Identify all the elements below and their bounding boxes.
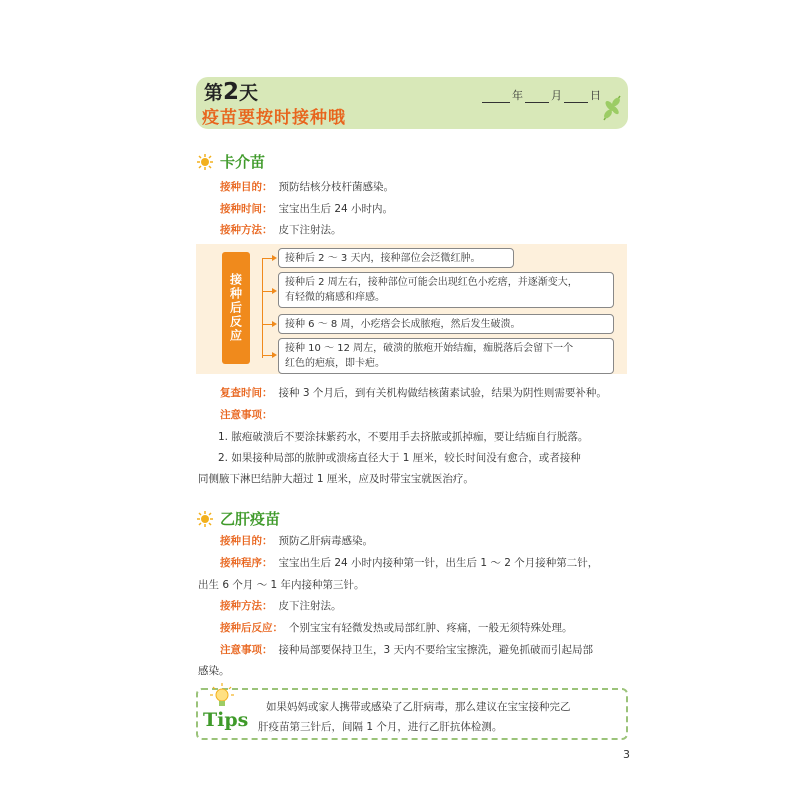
day-suffix: 天 — [239, 82, 259, 104]
bcg-note-label — [220, 408, 279, 422]
leaf-icon — [600, 92, 626, 122]
purpose-text: 预防乙肝病毒感染。 — [278, 535, 373, 547]
lightbulb-icon — [210, 683, 234, 709]
bcg-note2-line1: 2. 如果接种局部的脓肿或溃疡直径大于 1 厘米，较长时间没有愈合，或者接种 — [218, 452, 581, 464]
reaction-box — [278, 314, 614, 334]
program-text: 宝宝出生后 24 小时内接种第一针，出生后 1 ～ 2 个月接种第二针， — [278, 557, 599, 569]
note-label: 注意事项： — [220, 409, 273, 421]
reaction-box — [278, 248, 514, 268]
method-label: 接种方法： — [220, 224, 273, 236]
sun-icon — [196, 510, 214, 528]
year-blank — [482, 92, 510, 103]
hepb-purpose — [220, 534, 373, 548]
bcg-note1: 1. 脓疱破溃后不要涂抹紫药水，不要用手去挤脓或抓掉痂，要让结痂自行脱落。 — [218, 431, 589, 443]
day-prefix: 第 — [204, 82, 224, 104]
page-subtitle: 疫苗要按时接种哦 — [202, 108, 346, 128]
tips-line: 肝疫苗第三针后，间隔 1 个月，进行乙肝抗体检测。 — [258, 721, 503, 733]
bcg-heading — [196, 151, 265, 172]
note-text: 接种局部要保持卫生，3 天内不要给宝宝擦洗，避免抓破而引起局部 — [278, 644, 594, 656]
reaction-connector — [262, 258, 263, 358]
page-number: 3 — [623, 748, 630, 761]
recheck-text: 接种 3 个月后，到有关机构做结核菌素试验，结果为阴性则需要补种。 — [278, 387, 607, 399]
reaction-label: 接种后反应： — [220, 622, 283, 634]
hepb-note-line2: 感染。 — [198, 665, 230, 677]
date-fields — [482, 87, 601, 103]
recheck-label: 复查时间： — [220, 387, 273, 399]
purpose-label: 接种目的： — [220, 181, 273, 193]
reaction-text: 接种 6 ～ 8 周，小疙瘩会长成脓疱，然后发生破溃。 — [285, 319, 521, 330]
day-title — [204, 78, 258, 105]
bcg-method — [220, 223, 342, 237]
tips-label: Tips — [203, 709, 249, 731]
hepb-note — [220, 643, 593, 657]
hepb-program — [220, 556, 598, 570]
program-label: 接种程序： — [220, 557, 273, 569]
purpose-label: 接种目的： — [220, 535, 273, 547]
year-label: 年 — [512, 89, 523, 102]
bcg-time — [220, 202, 393, 216]
reaction-text: 接种后 2 周左右，接种部位可能会出现红色小疙瘩，并逐渐变大， — [285, 277, 578, 288]
tips-text — [258, 697, 622, 737]
method-text: 皮下注射法。 — [278, 224, 342, 236]
reaction-arrow — [262, 288, 277, 294]
method-label: 接种方法： — [220, 600, 273, 612]
reaction-text: 有轻微的痛感和痒感。 — [285, 292, 385, 303]
reaction-arrow — [262, 255, 277, 261]
reaction-text: 红色的疤痕，即卡疤。 — [285, 358, 385, 369]
hepb-reaction — [220, 621, 573, 635]
bcg-note2-line2: 同侧腋下淋巴结肿大超过 1 厘米，应及时带宝宝就医治疗。 — [198, 473, 474, 485]
day-blank — [564, 92, 588, 103]
month-blank — [525, 92, 549, 103]
day-label: 日 — [590, 89, 601, 102]
purpose-text: 预防结核分枝杆菌感染。 — [278, 181, 394, 193]
time-label: 接种时间： — [220, 203, 273, 215]
reaction-text: 接种 10 ～ 12 周左，破溃的脓疱开始结痂，痂脱落后会留下一个 — [285, 343, 574, 354]
hepb-method — [220, 599, 342, 613]
note-label: 注意事项： — [220, 644, 273, 656]
method-text: 皮下注射法。 — [278, 600, 342, 612]
hepb-title: 乙肝疫苗 — [220, 510, 281, 528]
sun-icon — [196, 153, 214, 171]
reaction-arrow — [262, 321, 277, 327]
day-number: 2 — [223, 79, 240, 105]
time-text: 宝宝出生后 24 小时内。 — [278, 203, 394, 215]
reaction-text: 个别宝宝有轻微发热或局部红肿、疼痛，一般无须特殊处理。 — [289, 622, 573, 634]
reaction-box — [278, 338, 614, 374]
reaction-arrow — [262, 352, 277, 358]
month-label: 月 — [551, 89, 562, 102]
bcg-recheck — [220, 386, 607, 400]
tips-line: 如果妈妈或家人携带或感染了乙肝病毒，那么建议在宝宝接种完乙 — [266, 701, 571, 713]
hepb-heading — [196, 508, 280, 529]
reaction-title: 接种后反应 — [222, 252, 250, 364]
bcg-title: 卡介苗 — [220, 153, 266, 171]
reaction-text: 接种后 2 ～ 3 天内，接种部位会泛微红肿。 — [285, 253, 481, 264]
hepb-program-line2: 出生 6 个月 ～ 1 年内接种第三针。 — [198, 579, 365, 591]
reaction-box — [278, 272, 614, 308]
bcg-purpose — [220, 180, 394, 194]
